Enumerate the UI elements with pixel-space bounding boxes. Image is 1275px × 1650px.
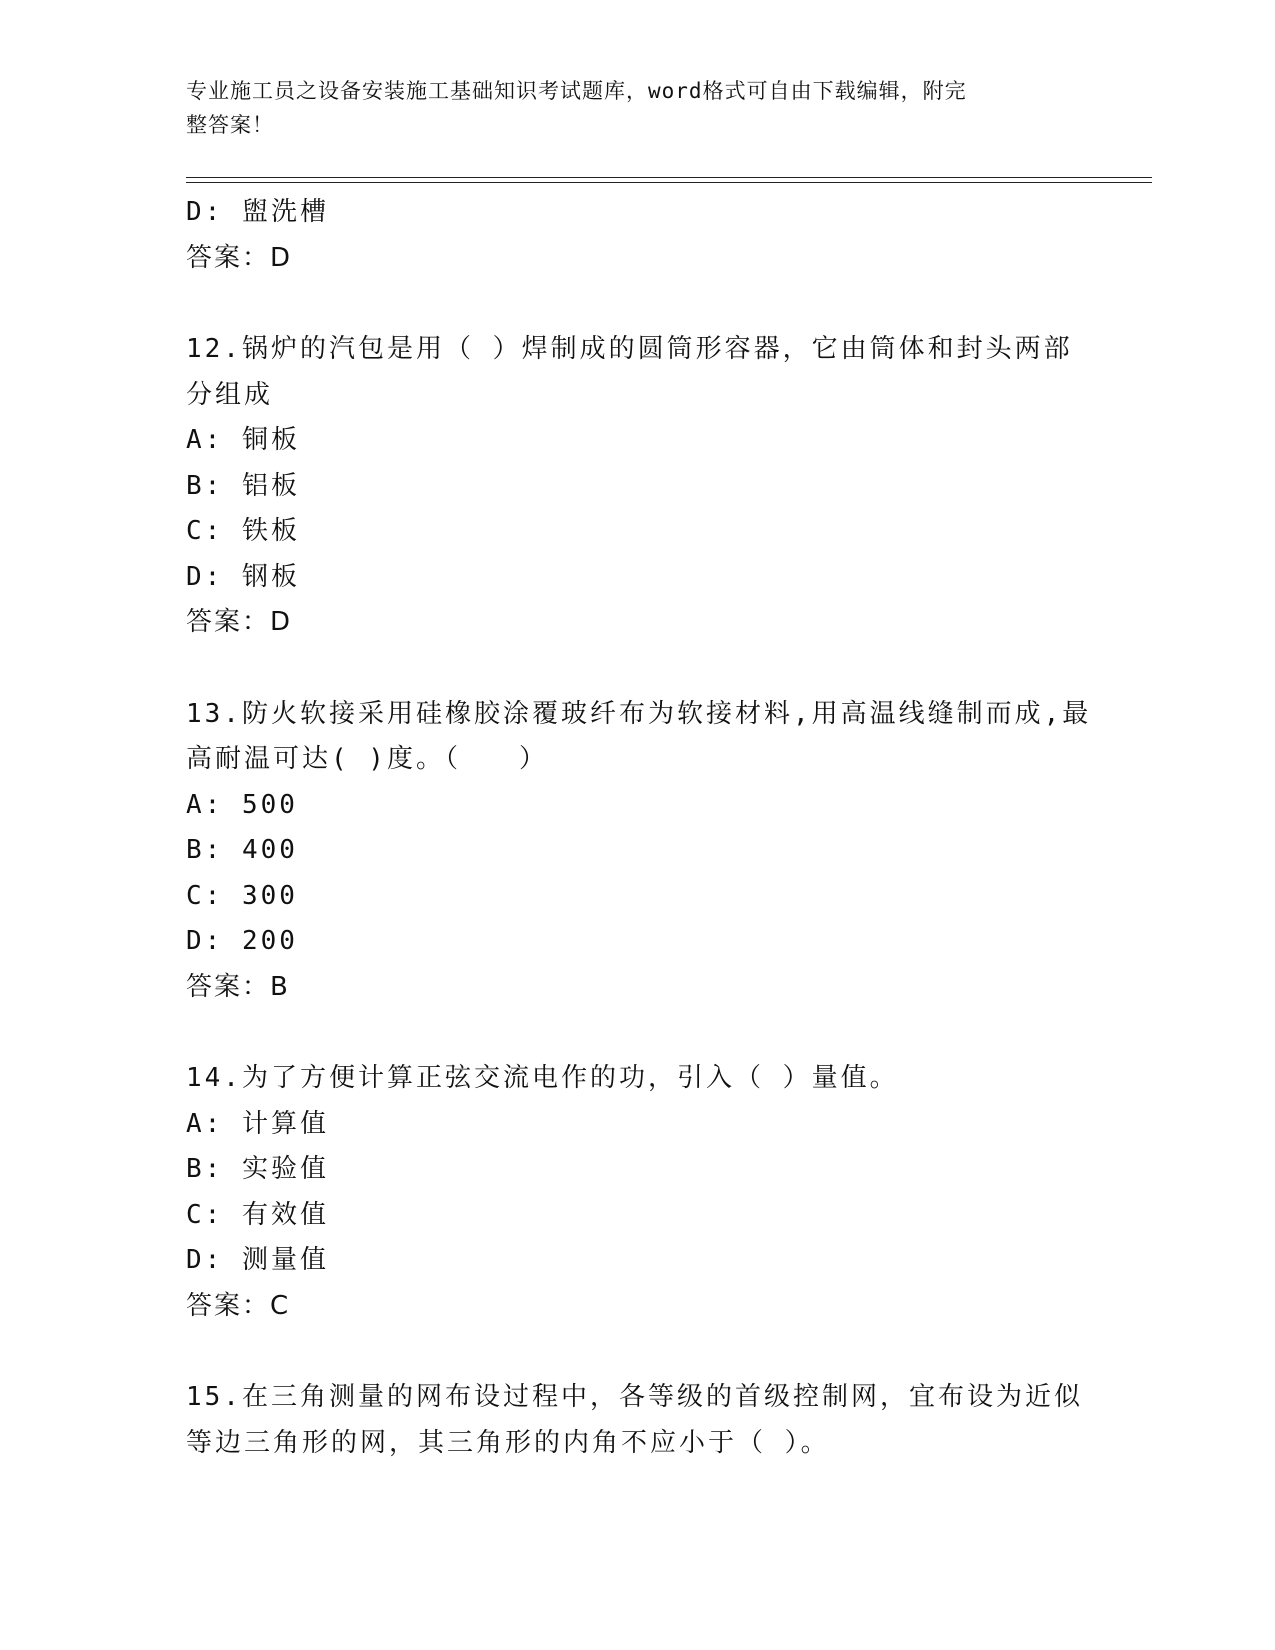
option-a: A: 铜板 — [186, 425, 300, 455]
spacer — [186, 1329, 1086, 1375]
answer: 答案：C — [186, 1290, 291, 1321]
header-rule-top — [186, 177, 1152, 178]
question-list — [186, 190, 1092, 1466]
option-a: A: 计算值 — [186, 1108, 329, 1139]
spacer — [186, 1010, 1086, 1056]
option-b: B: 铝板 — [186, 470, 300, 501]
question-stem: 14.为了方便计算正弦交流电作的功，引入（ ）量值。 — [186, 1063, 899, 1093]
option-d: D: 测量值 — [186, 1245, 329, 1275]
spacer — [186, 281, 1086, 327]
prev-option-d: D: 盥洗槽 — [186, 197, 329, 227]
question-stem-cont: 等边三角形的网，其三角形的内角不应小于（ ）。 — [186, 1427, 830, 1458]
question-14 — [186, 1056, 1086, 1329]
option-b: B: 实验值 — [186, 1154, 329, 1184]
question-stem: 13.防火软接采用硅橡胶涂覆玻纤布为软接材料,用高温线缝制而成,最 — [186, 698, 1092, 729]
question-stem: 15.在三角测量的网布设过程中，各等级的首级控制网，宜布设为近似 — [186, 1382, 1083, 1412]
question-stem: 12.锅炉的汽包是用（ ）焊制成的圆筒形容器，它由筒体和封头两部 — [186, 334, 1073, 364]
header-rule-bottom — [186, 182, 1152, 183]
prev-answer: 答案：D — [186, 242, 293, 273]
answer: 答案：B — [186, 971, 290, 1002]
question-12 — [186, 327, 1086, 646]
question-stem-cont: 分组成 — [186, 379, 274, 410]
option-a: A: 500 — [186, 789, 298, 820]
option-d: D: 200 — [186, 926, 298, 956]
option-d: D: 钢板 — [186, 561, 300, 592]
option-c: C: 铁板 — [186, 516, 300, 546]
spacer — [186, 646, 1086, 692]
header-line-2: 整答案！ — [186, 113, 274, 137]
question-13 — [186, 692, 1092, 1011]
question-stem-cont: 高耐温可达( )度。（ ） — [186, 744, 548, 774]
option-b: B: 400 — [186, 835, 298, 865]
option-c: C: 300 — [186, 880, 298, 911]
answer: 答案：D — [186, 607, 293, 637]
question-15 — [186, 1375, 1086, 1466]
page-header — [186, 74, 1066, 142]
header-line-1: 专业施工员之设备安装施工基础知识考试题库，word格式可自由下载编辑，附完 — [186, 79, 967, 103]
option-c: C: 有效值 — [186, 1199, 329, 1230]
